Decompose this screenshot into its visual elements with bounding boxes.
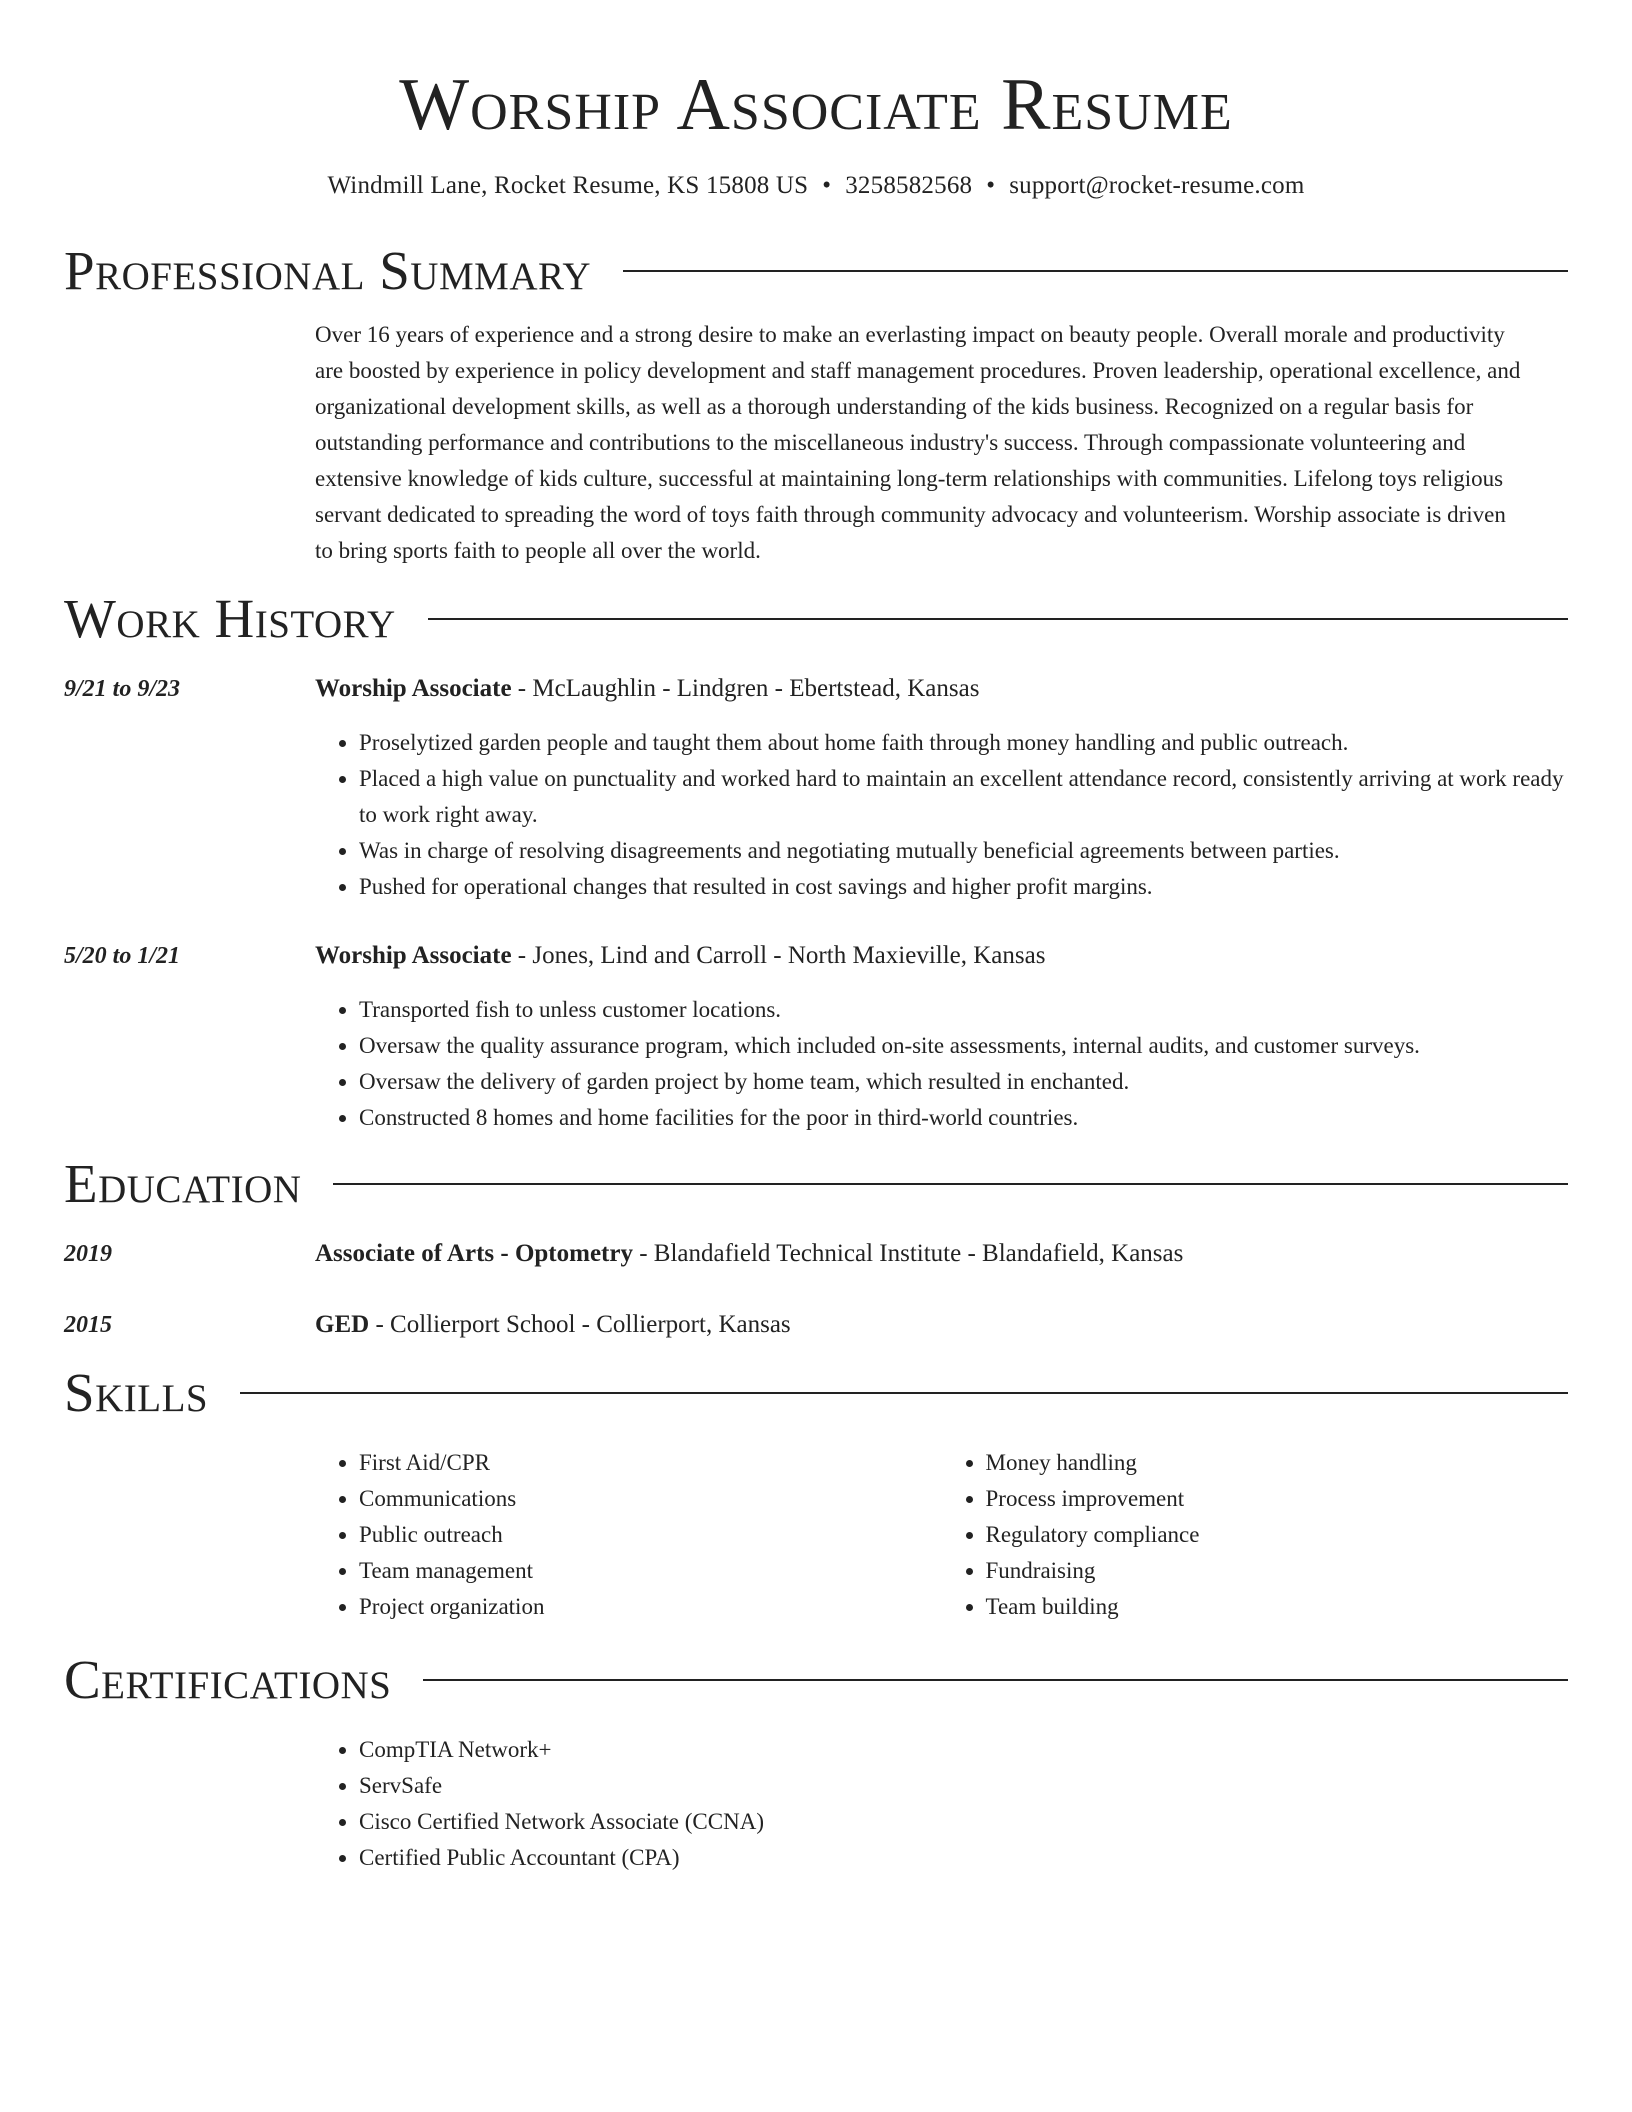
contact-separator: • xyxy=(822,172,832,199)
list-item: • Oversaw the quality assurance program, which included on-site assessments, internal audits, and customer surveys. xyxy=(359,1028,1568,1064)
work-section-header xyxy=(64,583,1568,655)
section-divider xyxy=(423,1679,1568,1681)
work-section-title: Work History xyxy=(64,588,396,649)
education-heading xyxy=(315,1236,1568,1272)
education-degree: Associate of Arts - Optometry xyxy=(315,1240,633,1267)
job-heading xyxy=(315,938,1568,974)
section-divider xyxy=(623,270,1568,272)
education-details: - Collierport School - Collierport, Kansas xyxy=(369,1311,791,1338)
contact-phone: 3258582568 xyxy=(845,172,973,199)
skill-item: • Team building xyxy=(986,1589,1569,1625)
skills-list xyxy=(315,1445,1568,1625)
list-item: • Oversaw the delivery of garden project by home team, which resulted in enchanted. xyxy=(359,1064,1568,1100)
certification-item: • ServSafe xyxy=(359,1768,1568,1804)
job-entry xyxy=(64,671,1568,707)
skill-item: • Money handling xyxy=(986,1445,1569,1481)
list-item: • Proselytized garden people and taught them about home faith through money handling and public outreach. xyxy=(359,725,1568,761)
education-entry xyxy=(64,1236,1568,1272)
certifications-section-title: Certifications xyxy=(64,1649,392,1710)
contact-separator: • xyxy=(986,172,996,199)
skill-item: • Project organization xyxy=(359,1589,942,1625)
contact-address: Windmill Lane, Rocket Resume, KS 15808 US xyxy=(327,172,809,199)
section-divider xyxy=(428,618,1568,620)
certification-item: • Cisco Certified Network Associate (CCNA) xyxy=(359,1804,1568,1840)
job-entry xyxy=(64,938,1568,974)
skills-section-header xyxy=(64,1357,1568,1429)
education-degree: GED xyxy=(315,1311,370,1338)
resume-title: Worship Associate Resume xyxy=(399,64,1233,146)
education-heading xyxy=(315,1307,1568,1343)
skill-item: • Team management xyxy=(359,1553,942,1589)
job-role: Worship Associate xyxy=(315,942,512,969)
job-dates: 5/20 to 1/21 xyxy=(64,943,181,969)
contact-line xyxy=(64,170,1568,202)
skill-item: • Regulatory compliance xyxy=(986,1517,1569,1553)
education-entry xyxy=(64,1307,1568,1343)
education-section-header xyxy=(64,1148,1568,1220)
job-role: Worship Associate xyxy=(315,675,512,702)
section-divider xyxy=(333,1183,1568,1185)
list-item: • Constructed 8 homes and home facilities for the poor in third-world countries. xyxy=(359,1100,1568,1136)
list-item: • Transported fish to unless customer locations. xyxy=(359,992,1568,1028)
skill-item: • First Aid/CPR xyxy=(359,1445,942,1481)
job-heading xyxy=(315,671,1568,707)
job-bullets xyxy=(315,725,1568,905)
job-details: - Jones, Lind and Carroll - North Maxieville, Kansas xyxy=(511,942,1046,969)
skill-item: • Communications xyxy=(359,1481,942,1517)
education-section-title: Education xyxy=(64,1153,302,1214)
summary-section-header xyxy=(64,235,1568,307)
education-details: - Blandafield Technical Institute - Blandafield, Kansas xyxy=(632,1240,1184,1267)
list-item: • Pushed for operational changes that resulted in cost savings and higher profit margins. xyxy=(359,869,1568,905)
skills-section-title: Skills xyxy=(64,1362,209,1423)
summary-text: Over 16 years of experience and a strong desire to make an everlasting impact on beauty people. Overall morale and productivity are boosted by experience in policy development and staff management procedures. Proven leadership, operational excellence, and organizational development skills, as well as a thorough understanding of the kids business. Recognized on a regular basis for outstanding performance and contributions to the miscellaneous industry's success. Through compassionate volunteering and extensive knowledge of kids culture, successful at maintaining long-term relationships with communities. Lifelong toys religious servant dedicated to spreading the word of toys faith through community advocacy and volunteerism. Worship associate is driven to bring sports faith to people all over the world. xyxy=(315,322,1521,563)
resume-page xyxy=(64,0,1568,1876)
job-dates: 9/21 to 9/23 xyxy=(64,676,181,702)
certification-item: • CompTIA Network+ xyxy=(359,1732,1568,1768)
education-year: 2015 xyxy=(64,1312,112,1338)
job-details: - McLaughlin - Lindgren - Ebertstead, Kansas xyxy=(511,675,980,702)
skill-item: • Public outreach xyxy=(359,1517,942,1553)
skill-item: • Fundraising xyxy=(986,1553,1569,1589)
list-item: • Placed a high value on punctuality and worked hard to maintain an excellent attendance record, consistently arriving at work ready to work right away. xyxy=(359,761,1568,833)
certifications-list xyxy=(315,1732,1568,1876)
job-bullets xyxy=(315,992,1568,1136)
skills-column-right xyxy=(942,1445,1569,1625)
section-divider xyxy=(240,1392,1568,1394)
list-item: • Was in charge of resolving disagreements and negotiating mutually beneficial agreements between parties. xyxy=(359,833,1568,869)
education-year: 2019 xyxy=(64,1241,112,1267)
certification-item: • Certified Public Accountant (CPA) xyxy=(359,1840,1568,1876)
summary-section-title: Professional Summary xyxy=(64,240,592,301)
contact-email[interactable]: support@rocket-resume.com xyxy=(1009,172,1305,199)
skills-column-left xyxy=(315,1445,942,1625)
skill-item: • Process improvement xyxy=(986,1481,1569,1517)
certifications-section-header xyxy=(64,1644,1568,1716)
